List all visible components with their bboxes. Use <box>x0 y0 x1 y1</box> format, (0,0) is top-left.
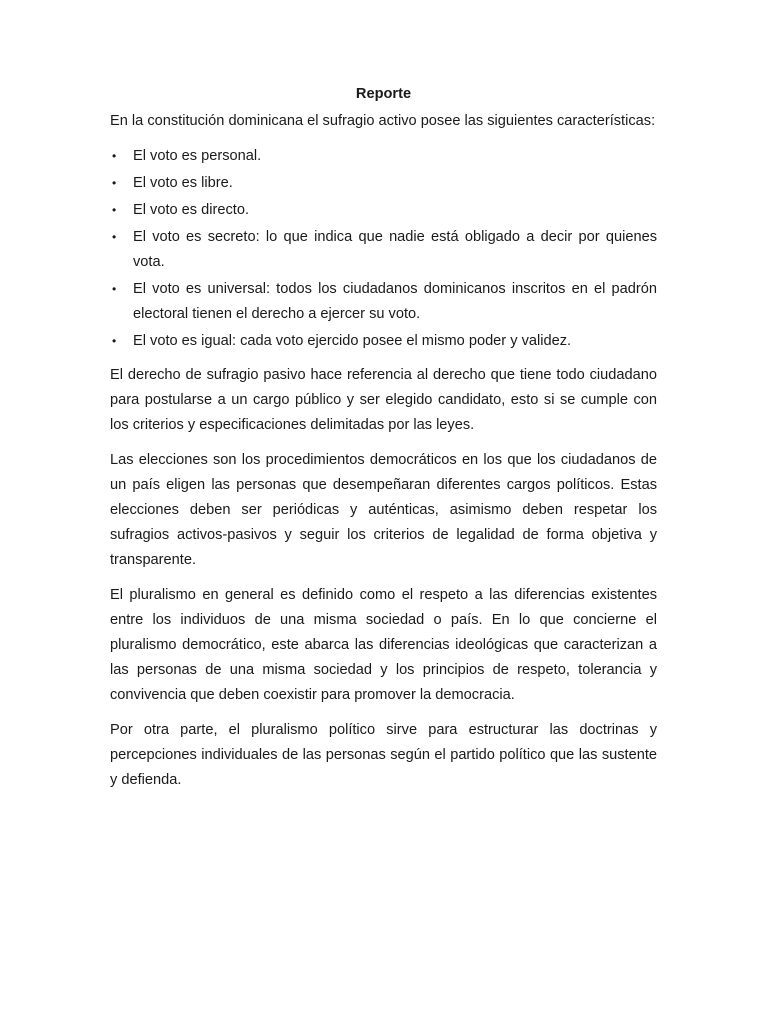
intro-paragraph: En la constitución dominicana el sufragio activo posee las siguientes características: <box>110 113 656 129</box>
list-item-text: El voto es libre. <box>133 175 233 191</box>
bullet-icon: • <box>112 203 117 217</box>
bullet-icon: • <box>112 230 117 244</box>
list-item-text: El voto es universal: todos los ciudadanos dominicanos inscritos en el padrón electoral tienen el derecho a ejercer su voto. <box>133 281 657 322</box>
list-item <box>110 329 657 354</box>
list-item <box>110 171 657 196</box>
bullet-icon: • <box>112 282 117 296</box>
list-item <box>110 225 657 275</box>
list-item <box>110 277 657 327</box>
document-title: Reporte <box>355 86 412 102</box>
body-paragraph: Por otra parte, el pluralismo político sirve para estructurar las doctrinas y percepciones individuales de las personas según el partido político que las sustente y defienda. <box>110 722 657 788</box>
list-item <box>110 144 657 169</box>
list-item <box>110 198 657 223</box>
bullet-icon: • <box>112 334 117 348</box>
list-item-text: El voto es personal. <box>133 148 262 164</box>
document-page <box>110 83 657 803</box>
bullet-icon: • <box>112 149 117 163</box>
body-paragraph: El pluralismo en general es definido como el respeto a las diferencias existentes entre los individuos de una misma sociedad o país. En lo que concierne el pluralismo democrático, este abarca las diferencias ideológicas que caracterizan a las personas de una misma sociedad y los principios de respeto, tolerancia y convivencia que deben coexistir para promover la democracia. <box>110 587 657 703</box>
list-item-text: El voto es secreto: lo que indica que nadie está obligado a decir por quienes vota. <box>133 229 657 270</box>
list-item-text: El voto es igual: cada voto ejercido posee el mismo poder y validez. <box>133 333 572 349</box>
body-paragraph: El derecho de sufragio pasivo hace referencia al derecho que tiene todo ciudadano para postularse a un cargo público y ser elegido candidato, esto si se cumple con los criterios y especificaciones delimitadas por las leyes. <box>110 367 657 433</box>
bullet-icon: • <box>112 176 117 190</box>
characteristics-list <box>110 144 657 354</box>
body-paragraph: Las elecciones son los procedimientos democráticos en los que los ciudadanos de un país eligen las personas que desempeñaran diferentes cargos políticos. Estas elecciones deben ser periódicas y auténticas, asimismo deben respetar los sufragios activos-pasivos y seguir los criterios de legalidad de forma objetiva y transparente. <box>110 452 657 568</box>
list-item-text: El voto es directo. <box>133 202 249 218</box>
